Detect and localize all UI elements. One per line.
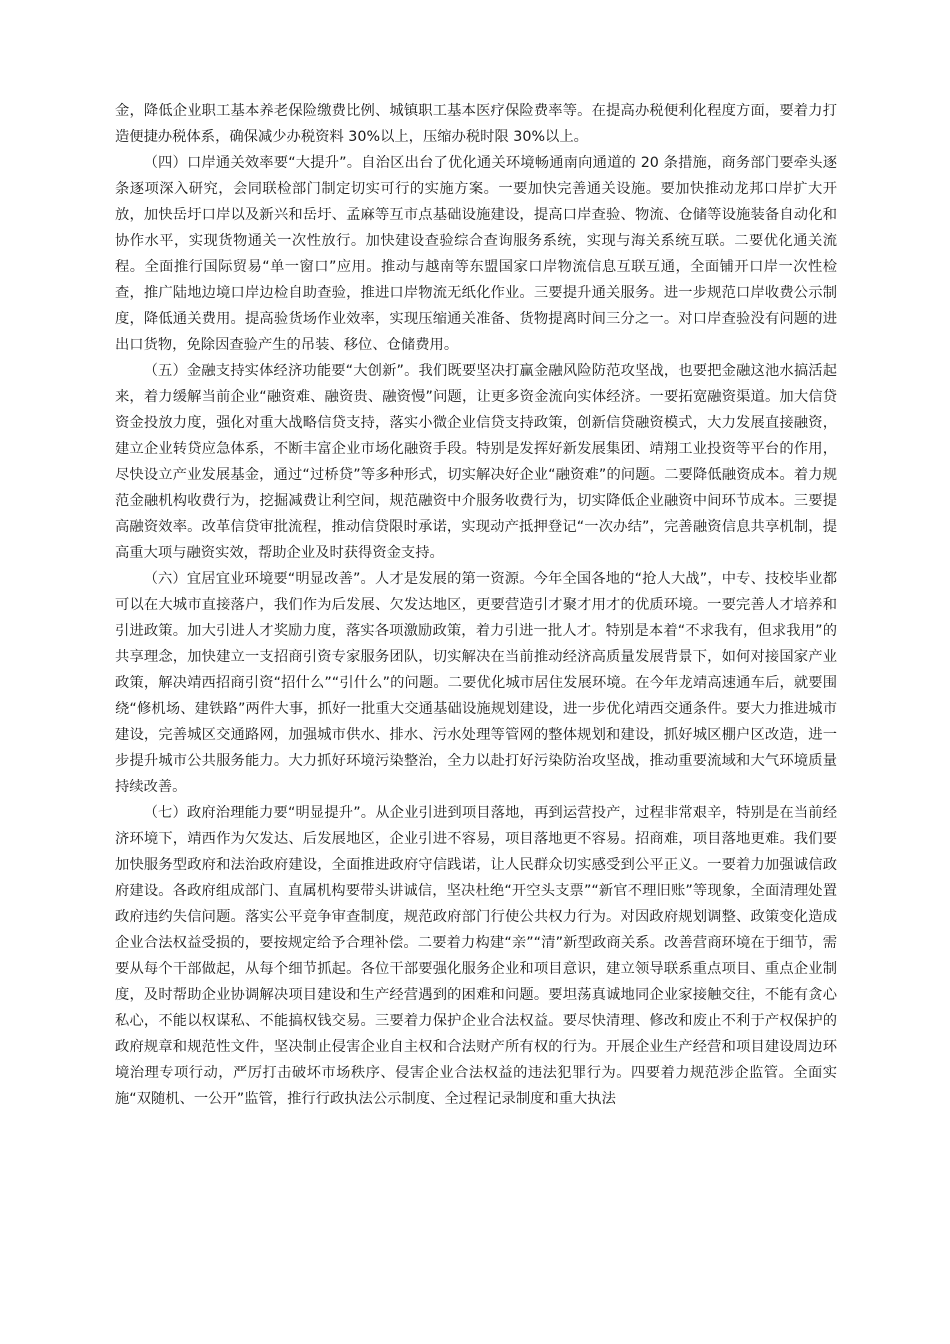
paragraph-financial-support: （五）金融支持实体经济功能要“大创新”。我们既要坚决打赢金融风险防范攻坚战，也要把金融这池水搞活起来，着力缓解当前企业“融资难、融资贵、融资慢”问题，让更多资金流向实体经济。一要拓宽融资渠道。加大信贷资金投放力度，强化对重大战略信贷支持，落实小微企业信贷支持政策，创新信贷融资模式，大力发展直接融资，建立企业转贷应急体系，不断丰富企业市场化融资手段。特别是发挥好新发展集团、靖翔工业投资等平台的作用，尽快设立产业发展基金，通过“过桥贷”等多种形式，切实解决好企业“融资难”的问题。二要降低融资成本。着力规范金融机构收费行为，挖掘减费让利空间，规范融资中介服务收费行为，切实降低企业融资中间环节成本。三要提高融资效率。改革信贷审批流程，推动信贷限时承诺，实现动产抵押登记“一次办结”，完善融资信息共享机制，提高重大项与融资实效，帮助企业及时获得资金支持。 (115, 363, 837, 561)
paragraph-livable-environment: （六）宜居宜业环境要“明显改善”。人才是发展的第一资源。今年全国各地的“抢人大战”，中专、技校毕业都可以在大城市直接落户，我们作为后发展、欠发达地区，更要营造引才聚才用才的优质环境。一要完善人才培养和引进政策。加大引进人才奖励力度，落实各项激励政策，着力引进一批人才。特别是本着“不求我有，但求我用”的共享理念，加快建立一支招商引资专家服务团队，切实解决在当前推动经济高质量发展背景下，如何对接国家产业政策，解决靖西招商引资“招什么”“引什么”的问题。二要优化城市居住发展环境。在今年龙靖高速通车后，就要围绕“修机场、建铁路”两件大事，抓好一批重大交通基础设施规划建设，进一步优化靖西交通条件。要大力推进城市建设，完善城区交通路网，加强城市供水、排水、污水处理等管网的整体规划和建设，抓好城区棚户区改造，进一步提升城市公共服务能力。大力抓好环境污染整治，全力以赴打好污染防治攻坚战，推动重要流域和大气环境质量持续改善。 (115, 571, 837, 795)
paragraph-government-governance: （七）政府治理能力要“明显提升”。从企业引进到项目落地，再到运营投产，过程非常艰辛，特别是在当前经济环境下，靖西作为欠发达、后发展地区，企业引进不容易，项目落地更不容易。招商难，项目落地更难。我们要加快服务型政府和法治政府建设，全面推进政府守信践诺，让人民群众切实感受到公平正义。一要着力加强诚信政府建设。各政府组成部门、直属机构要带头讲诚信，坚决杜绝“开空头支票”“新官不理旧账”等现象，全面清理处置政府违约失信问题。落实公平竞争审查制度，规范政府部门行使公共权力行为。对因政府规划调整、政策变化造成企业合法权益受损的，要按规定给予合理补偿。二要着力构建“亲”“清”新型政商关系。改善营商环境在于细节，需要从每个干部做起，从每个细节抓起。各位干部要强化服务企业和项目意识，建立领导联系重点项目、重点企业制度，及时帮助企业协调解决项目建设和生产经营遇到的困难和问题。要坦荡真诚地同企业家接触交往，不能有贪心私心，不能以权谋私、不能搞权钱交易。三要着力保护企业合法权益。要尽快清理、修改和废止不利于产权保护的政府规章和规范性文件，坚决制止侵害企业自主权和合法财产所有权的行为。开展企业生产经营和项目建设周边环境治理专项行动，严厉打击破坏市场秩序、侵害企业合法权益的违法犯罪行为。四要着力规范涉企监管。全面实施“双随机、一公开”监管，推行行政执法公示制度、全过程记录制度和重大执法 (115, 805, 837, 1107)
document-body (115, 98, 837, 1112)
paragraph-port-clearance: （四）口岸通关效率要“大提升”。自治区出台了优化通关环境畅通南向通道的 20 条措施，商务部门要牵头逐条逐项深入研究，会同联检部门制定切实可行的实施方案。一要加快完善通关设施。要加快推动龙邦口岸扩大开放，加快岳圩口岸以及新兴和岳圩、孟麻等互市点基础设施建设，提高口岸查验、物流、仓储等设施装备自动化和协作水平，实现货物通关一次性放行。加快建设查验综合查询服务系统，实现与海关系统互联。二要优化通关流程。全面推行国际贸易“单一窗口”应用。推动与越南等东盟国家口岸物流信息互联互通，全面铺开口岸一次性检查，推广陆地边境口岸边检自助查验，推进口岸物流无纸化作业。三要提升通关服务。进一步规范口岸收费公示制度，降低通关费用。提高验货场作业效率，实现压缩通关准备、货物提离时间三分之一。对口岸查验没有问题的进出口货物，免除因查验产生的吊装、移位、仓储费用。 (115, 155, 837, 353)
paragraph-tax-reduction: 金，降低企业职工基本养老保险缴费比例、城镇职工基本医疗保险费率等。在提高办税便利化程度方面，要着力打造便捷办税体系，确保减少办税资料 30%以上，压缩办税时限 30%以上。 (115, 103, 837, 145)
